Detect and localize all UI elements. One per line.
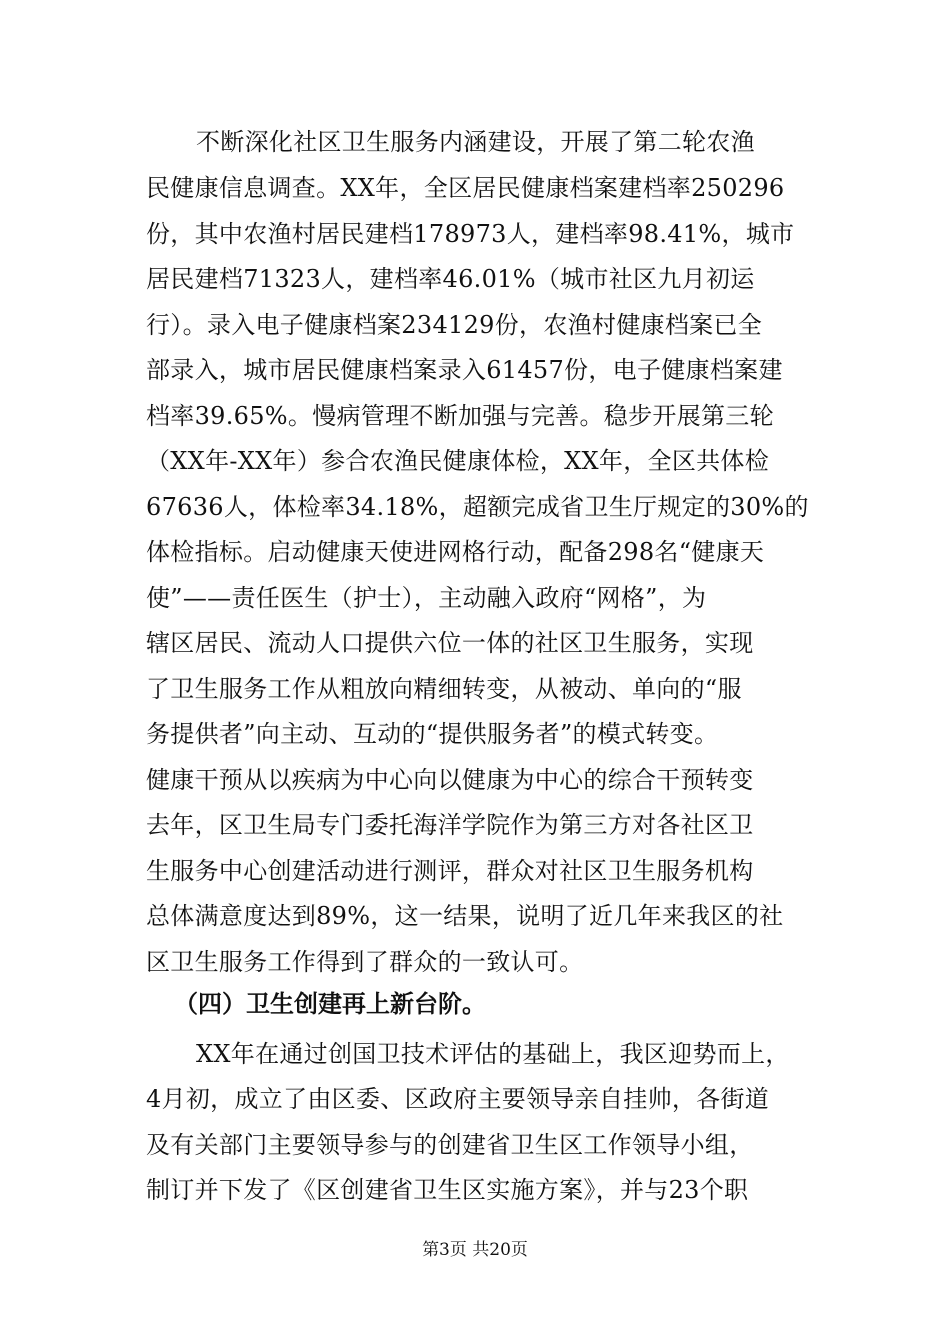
text-line: 4月初，成立了由区委、区政府主要领导亲自挂帅，各街道	[146, 1085, 770, 1113]
text-line: 生服务中心创建活动进行测评，群众对社区卫生服务机构	[146, 857, 754, 885]
text-line: 辖区居民、流动人口提供六位一体的社区卫生服务，实现	[146, 629, 754, 657]
text-line: 使”——责任医生（护士），主动融入政府“网格”，为	[146, 584, 707, 612]
text-line: 不断深化社区卫生服务内涵建设，开展了第二轮农渔	[196, 128, 755, 156]
text-line: 健康干预从以疾病为中心向以健康为中心的综合干预转变	[146, 766, 754, 794]
text-line: 去年，区卫生局专门委托海洋学院作为第三方对各社区卫	[146, 811, 754, 839]
text-line: 份，其中农渔村居民建档178973人，建档率98.41%，城市	[146, 220, 795, 248]
text-line: 67636人，体检率34.18%，超额完成省卫生厅规定的30%的	[146, 493, 809, 521]
text-line: 档率39.65%。慢病管理不断加强与完善。稳步开展第三轮	[146, 402, 774, 430]
text-line: XX年在通过创国卫技术评估的基础上，我区迎势而上，	[196, 1040, 790, 1068]
text-line: 体检指标。启动健康天使进网格行动，配备298名“健康天	[146, 538, 765, 566]
text-line: 居民建档71323人，建档率46.01%（城市社区九月初运	[146, 265, 755, 293]
text-line: 区卫生服务工作得到了群众的一致认可。	[146, 948, 584, 976]
text-line: 民健康信息调查。XX年，全区居民健康档案建档率250296	[146, 174, 785, 202]
text-line: 行）。录入电子健康档案234129份，农渔村健康档案已全	[146, 311, 763, 339]
page-footer: 第3页 共20页	[422, 1240, 528, 1260]
text-line: 制订并下发了《区创建省卫生区实施方案》，并与23个职	[146, 1176, 749, 1204]
text-line: （XX年-XX年）参合农渔民健康体检，XX年，全区共体检	[146, 447, 770, 475]
section-heading: （四）卫生创建再上新台阶。	[174, 990, 486, 1018]
text-line: 了卫生服务工作从粗放向精细转变，从被动、单向的“服	[146, 675, 742, 703]
text-line: 总体满意度达到89%，这一结果，说明了近几年来我区的社	[146, 902, 784, 930]
text-line: 务提供者”向主动、互动的“提供服务者”的模式转变。	[146, 720, 719, 748]
text-line: 部录入，城市居民健康档案录入61457份，电子健康档案建	[146, 356, 783, 384]
text-line: 及有关部门主要领导参与的创建省卫生区工作领导小组，	[146, 1131, 754, 1159]
